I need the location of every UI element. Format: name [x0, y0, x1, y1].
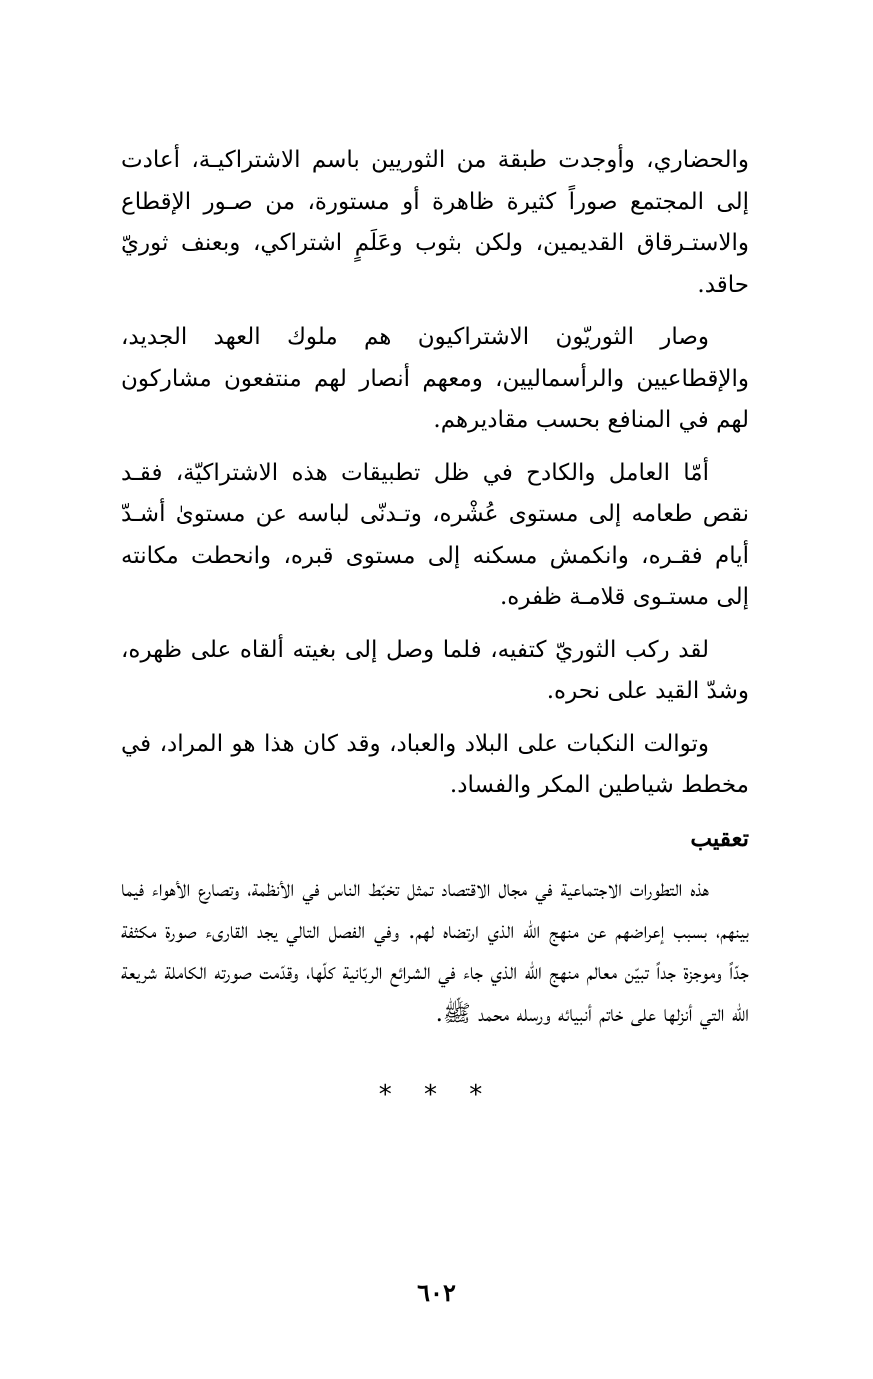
paragraph-5: وتوالت النكبات على البلاد والعباد، وقد كان هذا هو المراد، في مخطط شياطين المكر والفساد. [121, 730, 749, 798]
paragraph-2: وصار الثوريّون الاشتراكيون هم ملوك العهد الجديد، والإقطاعيين والرأسماليين، ومعهم أنصار لهم منتفعون مشاركون لهم في المنافع بحسب مقاديرهم. [121, 324, 749, 433]
paragraph-1: والحضاري، وأوجدت طبقة من الثوريين باسم الاشتراكيـة، أعادت إلى المجتمع صوراً كثيرة ظاهرة أو مستورة، من صـور الإقطاع والاستـرقاق القديمين، ولكن بثوب وعَلَمٍ اشتراكي، وبعنف ثوريّ حاقد. [121, 147, 749, 298]
paragraph-3: أمّا العامل والكادح في ظل تطبيقات هذه الاشتراكيّة، فقـد نقص طعامه إلى مستوى عُشْره، وتـدنّى لباسه عن مستوىٰ أشـدّ أيام فقـره، وانكمش مسكنه إلى مستوى قبره، وانحطت مكانته إلى مستـوى قلامـة ظفره. [121, 459, 749, 610]
paragraph-4: لقد ركب الثوريّ كتفيه، فلما وصل إلى بغيته ألقاه على ظهره، وشدّ القيد على نحره. [121, 636, 749, 704]
closing-paragraph: هذه التطورات الاجتماعية في مجال الاقتصاد تمثل تخبّط الناس في الأنظمة، وتصارع الأهواء فيما بينهم، بسبب إعراضهم عن منهج الله الذي ارتضاه لهم. وفي الفصل التالي يجد القارىء صورة مكثفة جدّاً وموجزة جداً تبيّن معالم منهج الله الذي جاء في الشرائع الربّانية كلّها، وقدّمت صورته الكاملة شريعة الله التي أنزلها على خاتم أنبيائه ورسله محمد ﷺ. [121, 876, 749, 1027]
page-number: ٦٠٢ [417, 1278, 456, 1307]
section-separator: * * * [378, 1080, 495, 1110]
section-heading: تعقيب [690, 824, 749, 852]
body-text [121, 140, 749, 1046]
